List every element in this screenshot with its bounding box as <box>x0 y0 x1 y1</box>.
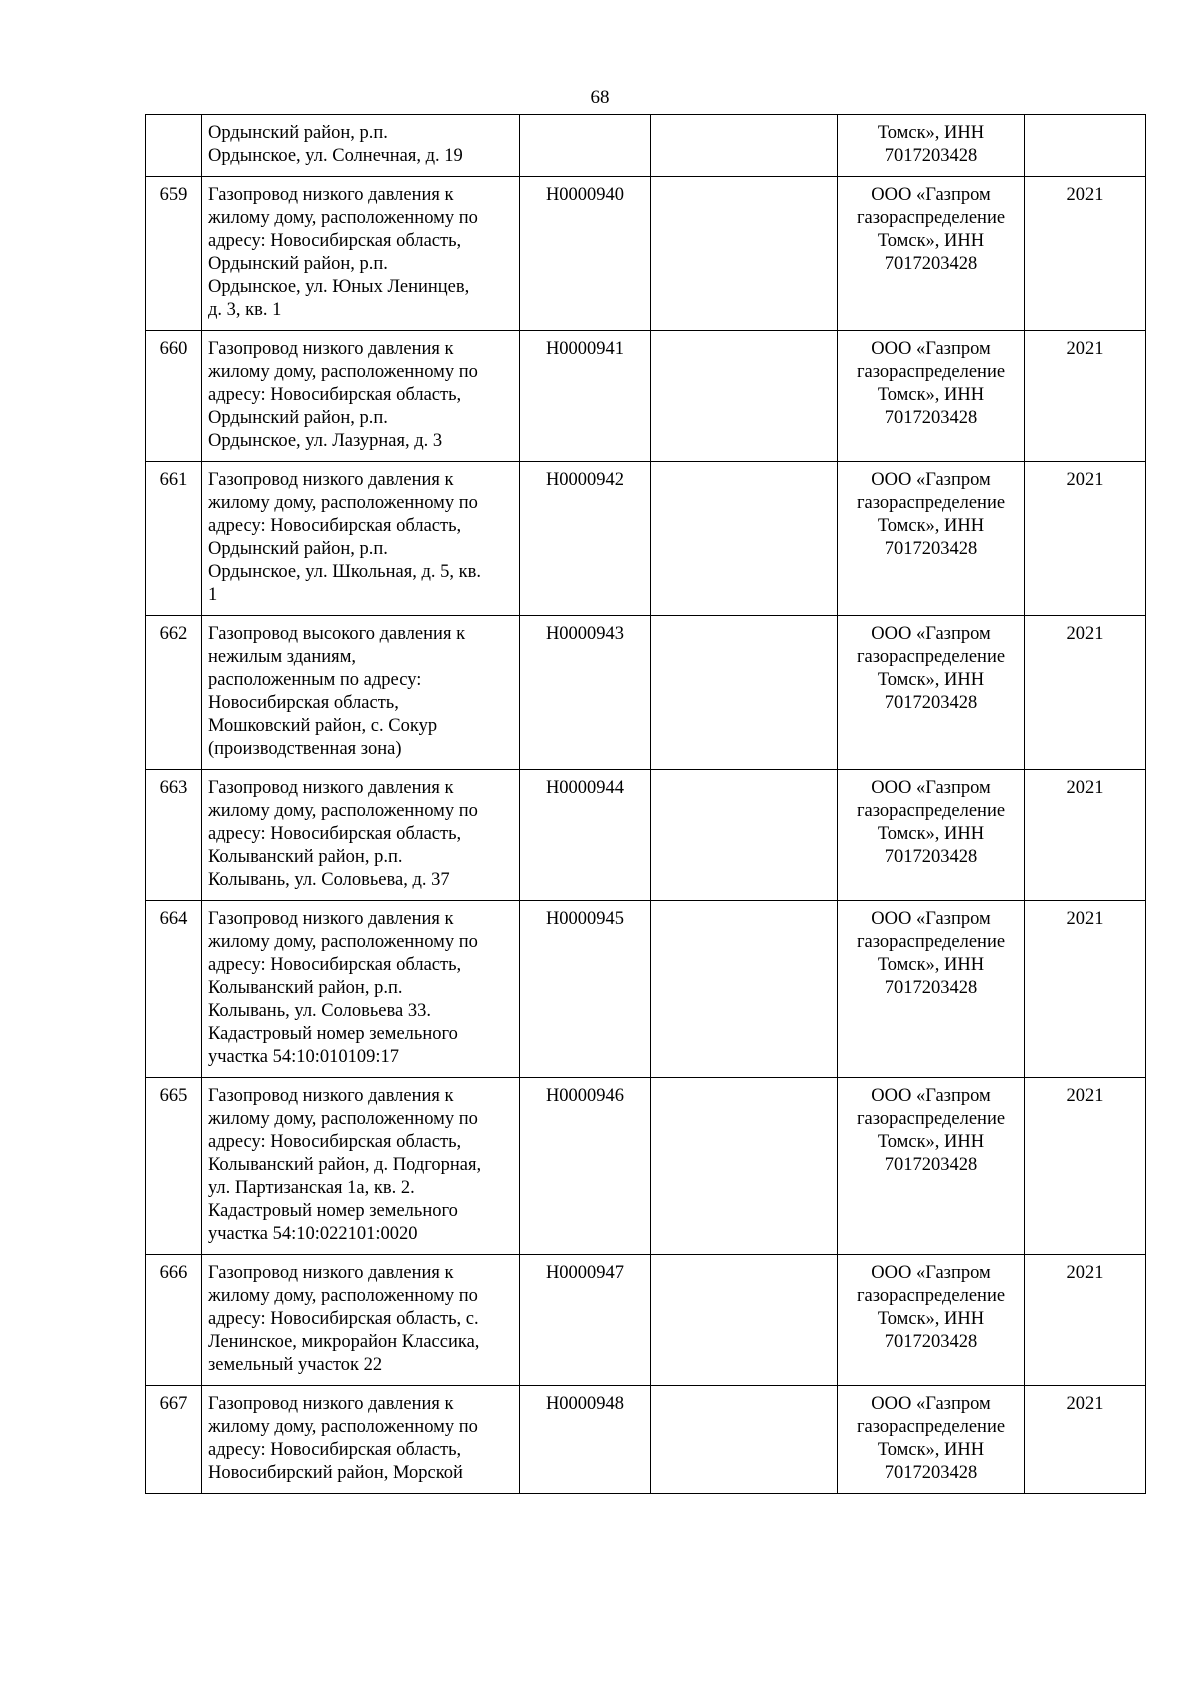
row-number-cell: 662 <box>146 616 202 770</box>
empty-cell <box>651 462 838 616</box>
description-line: жилому дому, расположенному по <box>208 208 478 228</box>
object-description-cell <box>202 1255 520 1386</box>
owner-line: газораспределение <box>856 1109 1006 1129</box>
description-line: жилому дому, расположенному по <box>208 1286 478 1306</box>
table-row <box>146 901 1146 1078</box>
description-line: Ордынский район, р.п. <box>208 123 388 143</box>
owner-line: ООО «Газпром <box>871 339 991 359</box>
owner-line: Томск», ИНН <box>877 1132 985 1152</box>
year-cell: 2021 <box>1025 770 1146 901</box>
description-line: Газопровод низкого давления к <box>208 1263 454 1283</box>
owner-line: ООО «Газпром <box>871 778 991 798</box>
description-line: Колывань, ул. Соловьева, д. 37 <box>208 870 450 890</box>
owner-line: газораспределение <box>856 932 1006 952</box>
owner-line: газораспределение <box>856 208 1006 228</box>
owner-line: Томск», ИНН <box>877 385 985 405</box>
inventory-code-cell: Н0000942 <box>520 462 651 616</box>
owner-line: газораспределение <box>856 1286 1006 1306</box>
owner-line: Томск», ИНН <box>877 123 985 143</box>
page-number: 68 <box>590 87 610 108</box>
description-line: жилому дому, расположенному по <box>208 362 478 382</box>
description-line: Колывань, ул. Соловьева 33. <box>208 1001 431 1021</box>
object-description-cell <box>202 115 520 177</box>
table-row <box>146 331 1146 462</box>
owner-line: ООО «Газпром <box>871 909 991 929</box>
owner-line: ООО «Газпром <box>871 1086 991 1106</box>
row-number-cell: 665 <box>146 1078 202 1255</box>
owner-cell <box>838 331 1025 462</box>
owner-cell <box>838 177 1025 331</box>
row-number-cell: 664 <box>146 901 202 1078</box>
gas-pipeline-registry-table <box>145 114 1146 1494</box>
row-number-cell: 663 <box>146 770 202 901</box>
owner-cell <box>838 1078 1025 1255</box>
description-line: адресу: Новосибирская область, <box>208 824 462 844</box>
owner-line: 7017203428 <box>884 693 978 713</box>
owner-cell <box>838 616 1025 770</box>
object-description-cell <box>202 770 520 901</box>
description-line: Мошковский район, с. Сокур <box>208 716 438 736</box>
year-cell: 2021 <box>1025 462 1146 616</box>
owner-line: газораспределение <box>856 801 1006 821</box>
description-line: Колыванский район, д. Подгорная, <box>208 1155 482 1175</box>
object-description-cell <box>202 177 520 331</box>
table-row <box>146 115 1146 177</box>
object-description-cell <box>202 1386 520 1494</box>
inventory-code-cell: Н0000940 <box>520 177 651 331</box>
inventory-code-cell: Н0000947 <box>520 1255 651 1386</box>
owner-line: 7017203428 <box>884 539 978 559</box>
inventory-code-cell: Н0000945 <box>520 901 651 1078</box>
year-cell: 2021 <box>1025 901 1146 1078</box>
description-line: Ордынский район, р.п. <box>208 539 388 559</box>
table-row <box>146 1255 1146 1386</box>
description-line: Ордынский район, р.п. <box>208 254 388 274</box>
description-line: Колыванский район, р.п. <box>208 978 403 998</box>
row-number-cell: 659 <box>146 177 202 331</box>
registry-table-body <box>146 115 1146 1494</box>
description-line: Ордынское, ул. Юных Ленинцев, <box>208 277 470 297</box>
owner-line: газораспределение <box>856 647 1006 667</box>
description-line: адресу: Новосибирская область, <box>208 516 462 536</box>
owner-line: 7017203428 <box>884 1332 978 1352</box>
description-line: адресу: Новосибирская область, <box>208 955 462 975</box>
description-line: Газопровод низкого давления к <box>208 909 454 929</box>
empty-cell <box>651 331 838 462</box>
row-number-cell: 661 <box>146 462 202 616</box>
owner-line: ООО «Газпром <box>871 1263 991 1283</box>
owner-line: Томск», ИНН <box>877 1440 985 1460</box>
description-line: Газопровод низкого давления к <box>208 185 454 205</box>
owner-line: газораспределение <box>856 1417 1006 1437</box>
year-cell <box>1025 115 1146 177</box>
empty-cell <box>651 1255 838 1386</box>
description-line: Газопровод низкого давления к <box>208 1086 454 1106</box>
description-line: Газопровод низкого давления к <box>208 339 454 359</box>
description-line: участка 54:10:010109:17 <box>208 1047 400 1067</box>
year-cell: 2021 <box>1025 1255 1146 1386</box>
owner-cell <box>838 770 1025 901</box>
description-line: адресу: Новосибирская область, <box>208 1132 462 1152</box>
description-line: ул. Партизанская 1а, кв. 2. <box>208 1178 415 1198</box>
owner-line: Томск», ИНН <box>877 516 985 536</box>
description-line: адресу: Новосибирская область, <box>208 1440 462 1460</box>
description-line: 1 <box>208 585 218 605</box>
description-line: расположенным по адресу: <box>208 670 422 690</box>
table-row <box>146 462 1146 616</box>
owner-line: ООО «Газпром <box>871 624 991 644</box>
empty-cell <box>651 770 838 901</box>
owner-line: ООО «Газпром <box>871 185 991 205</box>
table-row <box>146 1078 1146 1255</box>
empty-cell <box>651 1386 838 1494</box>
owner-line: 7017203428 <box>884 978 978 998</box>
object-description-cell <box>202 462 520 616</box>
description-line: Ордынское, ул. Школьная, д. 5, кв. <box>208 562 481 582</box>
year-cell: 2021 <box>1025 1386 1146 1494</box>
description-line: Новосибирский район, Морской <box>208 1463 463 1483</box>
description-line: Кадастровый номер земельного <box>208 1201 458 1221</box>
owner-line: 7017203428 <box>884 1155 978 1175</box>
table-row <box>146 177 1146 331</box>
description-line: Новосибирская область, <box>208 693 399 713</box>
year-cell: 2021 <box>1025 616 1146 770</box>
owner-line: 7017203428 <box>884 1463 978 1483</box>
description-line: участка 54:10:022101:0020 <box>208 1224 418 1244</box>
description-line: земельный участок 22 <box>208 1355 383 1375</box>
empty-cell <box>651 616 838 770</box>
description-line: адресу: Новосибирская область, <box>208 231 462 251</box>
row-number-cell <box>146 115 202 177</box>
description-line: жилому дому, расположенному по <box>208 801 478 821</box>
owner-line: 7017203428 <box>884 254 978 274</box>
owner-line: Томск», ИНН <box>877 1309 985 1329</box>
table-row <box>146 770 1146 901</box>
description-line: Газопровод высокого давления к <box>208 624 466 644</box>
owner-line: Томск», ИНН <box>877 824 985 844</box>
owner-line: 7017203428 <box>884 146 978 166</box>
empty-cell <box>651 177 838 331</box>
description-line: жилому дому, расположенному по <box>208 1417 478 1437</box>
owner-line: ООО «Газпром <box>871 470 991 490</box>
row-number-cell: 660 <box>146 331 202 462</box>
inventory-code-cell: Н0000944 <box>520 770 651 901</box>
table-row <box>146 1386 1146 1494</box>
table-row <box>146 616 1146 770</box>
description-line: жилому дому, расположенному по <box>208 1109 478 1129</box>
year-cell: 2021 <box>1025 1078 1146 1255</box>
owner-line: 7017203428 <box>884 847 978 867</box>
year-cell: 2021 <box>1025 177 1146 331</box>
object-description-cell <box>202 901 520 1078</box>
inventory-code-cell: Н0000943 <box>520 616 651 770</box>
inventory-code-cell: Н0000948 <box>520 1386 651 1494</box>
row-number-cell: 666 <box>146 1255 202 1386</box>
empty-cell <box>651 1078 838 1255</box>
object-description-cell <box>202 616 520 770</box>
owner-line: Томск», ИНН <box>877 955 985 975</box>
owner-cell <box>838 1386 1025 1494</box>
description-line: адресу: Новосибирская область, с. <box>208 1309 479 1329</box>
description-line: Газопровод низкого давления к <box>208 778 454 798</box>
description-line: Ордынское, ул. Лазурная, д. 3 <box>208 431 443 451</box>
inventory-code-cell: Н0000946 <box>520 1078 651 1255</box>
row-number-cell: 667 <box>146 1386 202 1494</box>
description-line: Ленинское, микрорайон Классика, <box>208 1332 480 1352</box>
description-line: жилому дому, расположенному по <box>208 932 478 952</box>
empty-cell <box>651 901 838 1078</box>
owner-line: газораспределение <box>856 362 1006 382</box>
description-line: Кадастровый номер земельного <box>208 1024 458 1044</box>
owner-cell <box>838 115 1025 177</box>
description-line: Колыванский район, р.п. <box>208 847 403 867</box>
description-line: Газопровод низкого давления к <box>208 470 454 490</box>
owner-cell <box>838 1255 1025 1386</box>
object-description-cell <box>202 1078 520 1255</box>
owner-line: Томск», ИНН <box>877 231 985 251</box>
object-description-cell <box>202 331 520 462</box>
owner-line: Томск», ИНН <box>877 670 985 690</box>
owner-line: 7017203428 <box>884 408 978 428</box>
description-line: д. 3, кв. 1 <box>208 300 282 320</box>
description-line: Ордынское, ул. Солнечная, д. 19 <box>208 146 463 166</box>
owner-line: ООО «Газпром <box>871 1394 991 1414</box>
owner-line: газораспределение <box>856 493 1006 513</box>
owner-cell <box>838 462 1025 616</box>
year-cell: 2021 <box>1025 331 1146 462</box>
description-line: жилому дому, расположенному по <box>208 493 478 513</box>
owner-cell <box>838 901 1025 1078</box>
inventory-code-cell: Н0000941 <box>520 331 651 462</box>
empty-cell <box>651 115 838 177</box>
description-line: Газопровод низкого давления к <box>208 1394 454 1414</box>
description-line: адресу: Новосибирская область, <box>208 385 462 405</box>
inventory-code-cell <box>520 115 651 177</box>
description-line: (производственная зона) <box>208 739 402 759</box>
description-line: нежилым зданиям, <box>208 647 357 667</box>
description-line: Ордынский район, р.п. <box>208 408 388 428</box>
